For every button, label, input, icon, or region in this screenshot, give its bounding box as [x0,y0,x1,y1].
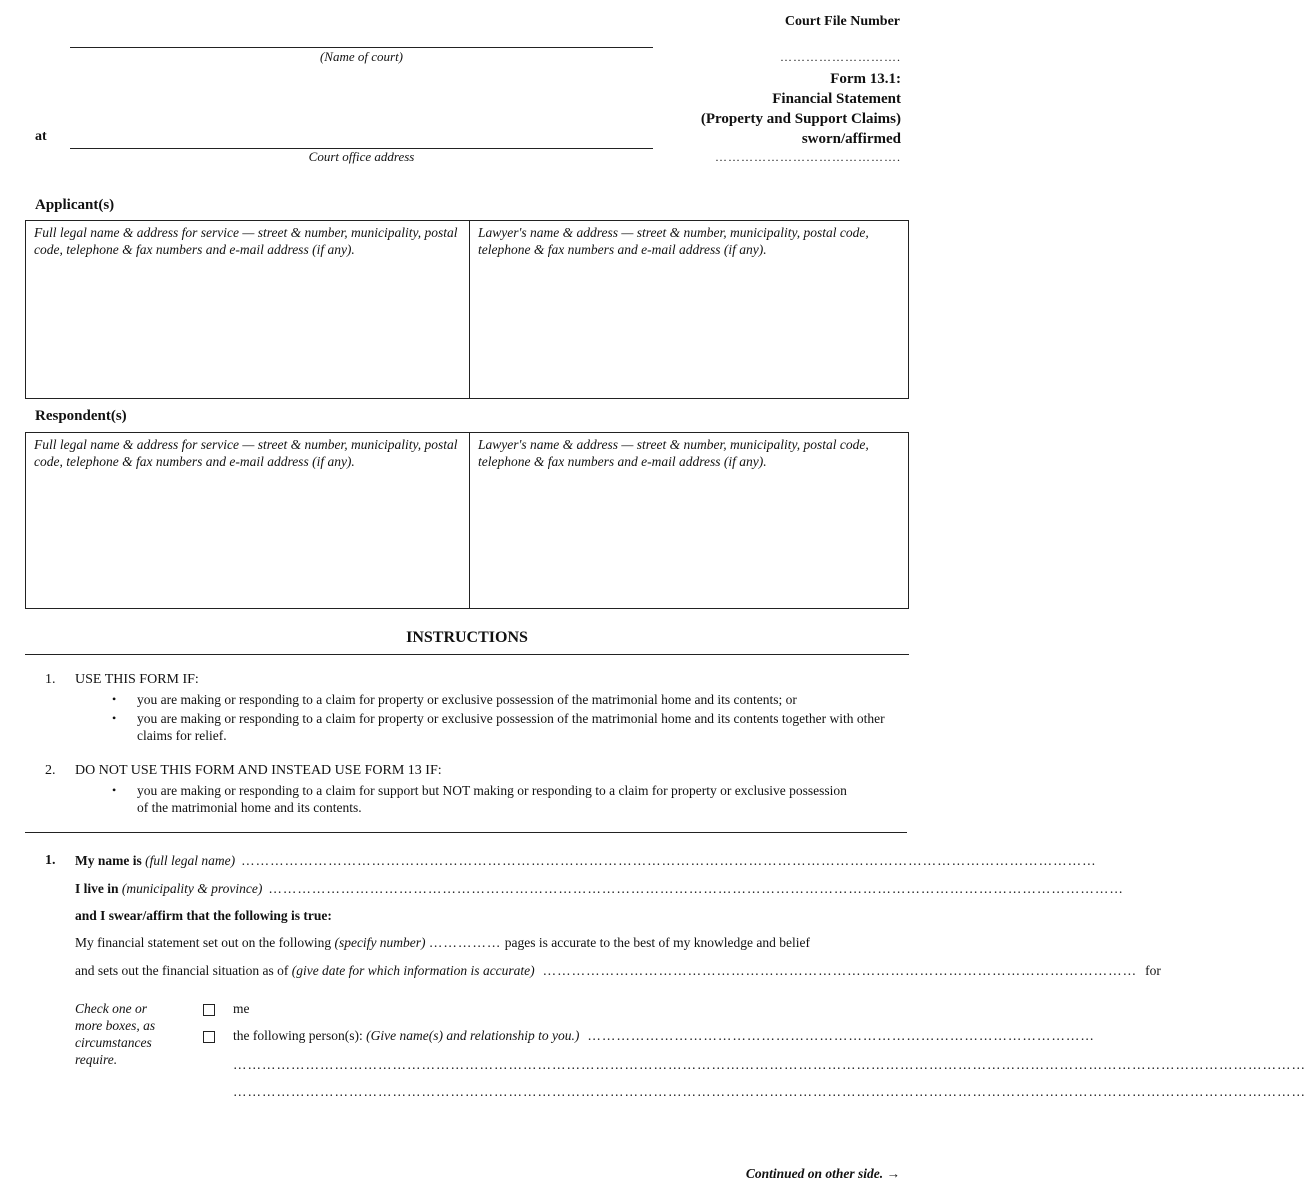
court-office-caption: Court office address [308,149,415,164]
pages-count-field[interactable]: …………… [428,935,502,950]
instruction-2-number: 2. [45,763,56,778]
date-text-a: and sets out the financial situation as of [75,963,289,978]
respondent-lawyer-field[interactable] [470,433,908,608]
applicant-party-hint: Full legal name & address for service — street & number, municipality, postal code, telephone & fax numbers and e-mail address (if any). [34,225,458,257]
form-number: Form 13.1: [830,71,901,87]
form-title-line-2: (Property and Support Claims) [700,111,901,127]
applicants-table [25,220,909,399]
date-hint: (give date for which information is accurate) [291,963,535,978]
pages-text-b: pages is accurate to the best of my knowledge and belief [504,935,810,950]
swear-label: and I swear/affirm that the following is true: [75,908,332,923]
date-text-b: for [1145,963,1161,978]
instructions-heading: INSTRUCTIONS [406,629,528,646]
respondent-lawyer-hint: Lawyer's name & address — street & number, municipality, postal code, telephone & fax numbers and e-mail address (if any). [478,437,869,469]
bullet-icon: • [112,783,117,797]
checkbox-following-persons[interactable] [203,1031,215,1043]
option-me-label: me [233,1001,250,1016]
instruction-1-bullet-2: you are making or responding to a claim for property or exclusive possession of the matrimonial home and its contents together with other claims for relief. [137,711,885,743]
name-row [75,852,1097,869]
option-persons-hint: (Give name(s) and relationship to you.) [366,1028,580,1043]
live-row [75,880,1124,897]
applicants-heading: Applicant(s) [35,197,115,213]
checkbox-me[interactable] [203,1004,215,1016]
persons-field-1[interactable]: …………………………………………………………………………………………… [587,1028,1095,1043]
name-of-court-line[interactable] [70,47,653,48]
date-row [75,962,1161,979]
instruction-2-title: DO NOT USE THIS FORM AND INSTEAD USE FORM 13 IF: [75,763,442,778]
continued-text: Continued on other side. [745,1166,884,1181]
continued-note [600,1165,900,1182]
as-of-date-field[interactable]: …………………………………………………………………………………………………………… [542,963,1138,978]
bullet-icon: • [112,692,117,706]
persons-row [233,1027,1095,1044]
at-label: at [35,129,47,144]
option-persons-label: the following person(s): [233,1028,363,1043]
municipality-field[interactable]: …………………………………………………………………………………………………………………………………………………………… [268,881,1124,896]
name-of-court-caption: (Name of court) [319,49,404,64]
instructions-top-rule [25,654,909,655]
form-title-line-3: sworn/affirmed [801,131,901,147]
applicant-lawyer-field[interactable] [470,221,908,398]
persons-field-3[interactable]: …………………………………………………………………………………………………………………………………………………………………………………………………… [233,1084,1306,1099]
instruction-1-title: USE THIS FORM IF: [75,672,199,687]
name-hint: (full legal name) [145,853,236,868]
arrow-right-icon: → [886,1166,900,1181]
instruction-2-bullet-1: you are making or responding to a claim for support but NOT making or responding to a claim for property or exclusive possession of the matrimonial home and its contents. [137,783,847,815]
respondents-heading: Respondent(s) [35,408,127,424]
persons-field-2[interactable]: …………………………………………………………………………………………………………………………………………………………………………………………………… [233,1057,1306,1072]
instruction-1-number: 1. [45,672,56,687]
file-number-field[interactable]: ………………………. [780,50,901,64]
live-hint: (municipality & province) [121,881,263,896]
live-label: I live in [75,881,119,896]
bullet-icon: • [112,711,117,725]
form-title-line-1: Financial Statement [772,91,901,107]
statement-number: 1. [45,853,56,868]
instruction-1-bullet-1: you are making or responding to a claim for property or exclusive possession of the matrimonial home and its contents; or [137,692,797,707]
respondent-party-hint: Full legal name & address for service — street & number, municipality, postal code, telephone & fax numbers and e-mail address (if any). [34,437,458,469]
pages-text-a: My financial statement set out on the following [75,935,332,950]
pages-row [75,934,810,951]
pages-hint: (specify number) [334,935,426,950]
full-name-field[interactable]: …………………………………………………………………………………………………………………………………………………………… [241,853,1097,868]
applicant-lawyer-hint: Lawyer's name & address — street & number, municipality, postal code, telephone & fax numbers and e-mail address (if any). [478,225,869,257]
applicant-party-field[interactable] [26,221,470,398]
respondents-table [25,432,909,609]
court-file-number-label: Court File Number [784,14,900,29]
date-field[interactable]: ……………………………………. [715,150,901,164]
check-instruction: Check one or more boxes, as circumstances require. [75,1001,156,1067]
name-label: My name is [75,853,142,868]
instructions-bottom-rule [25,832,907,833]
respondent-party-field[interactable] [26,433,470,608]
